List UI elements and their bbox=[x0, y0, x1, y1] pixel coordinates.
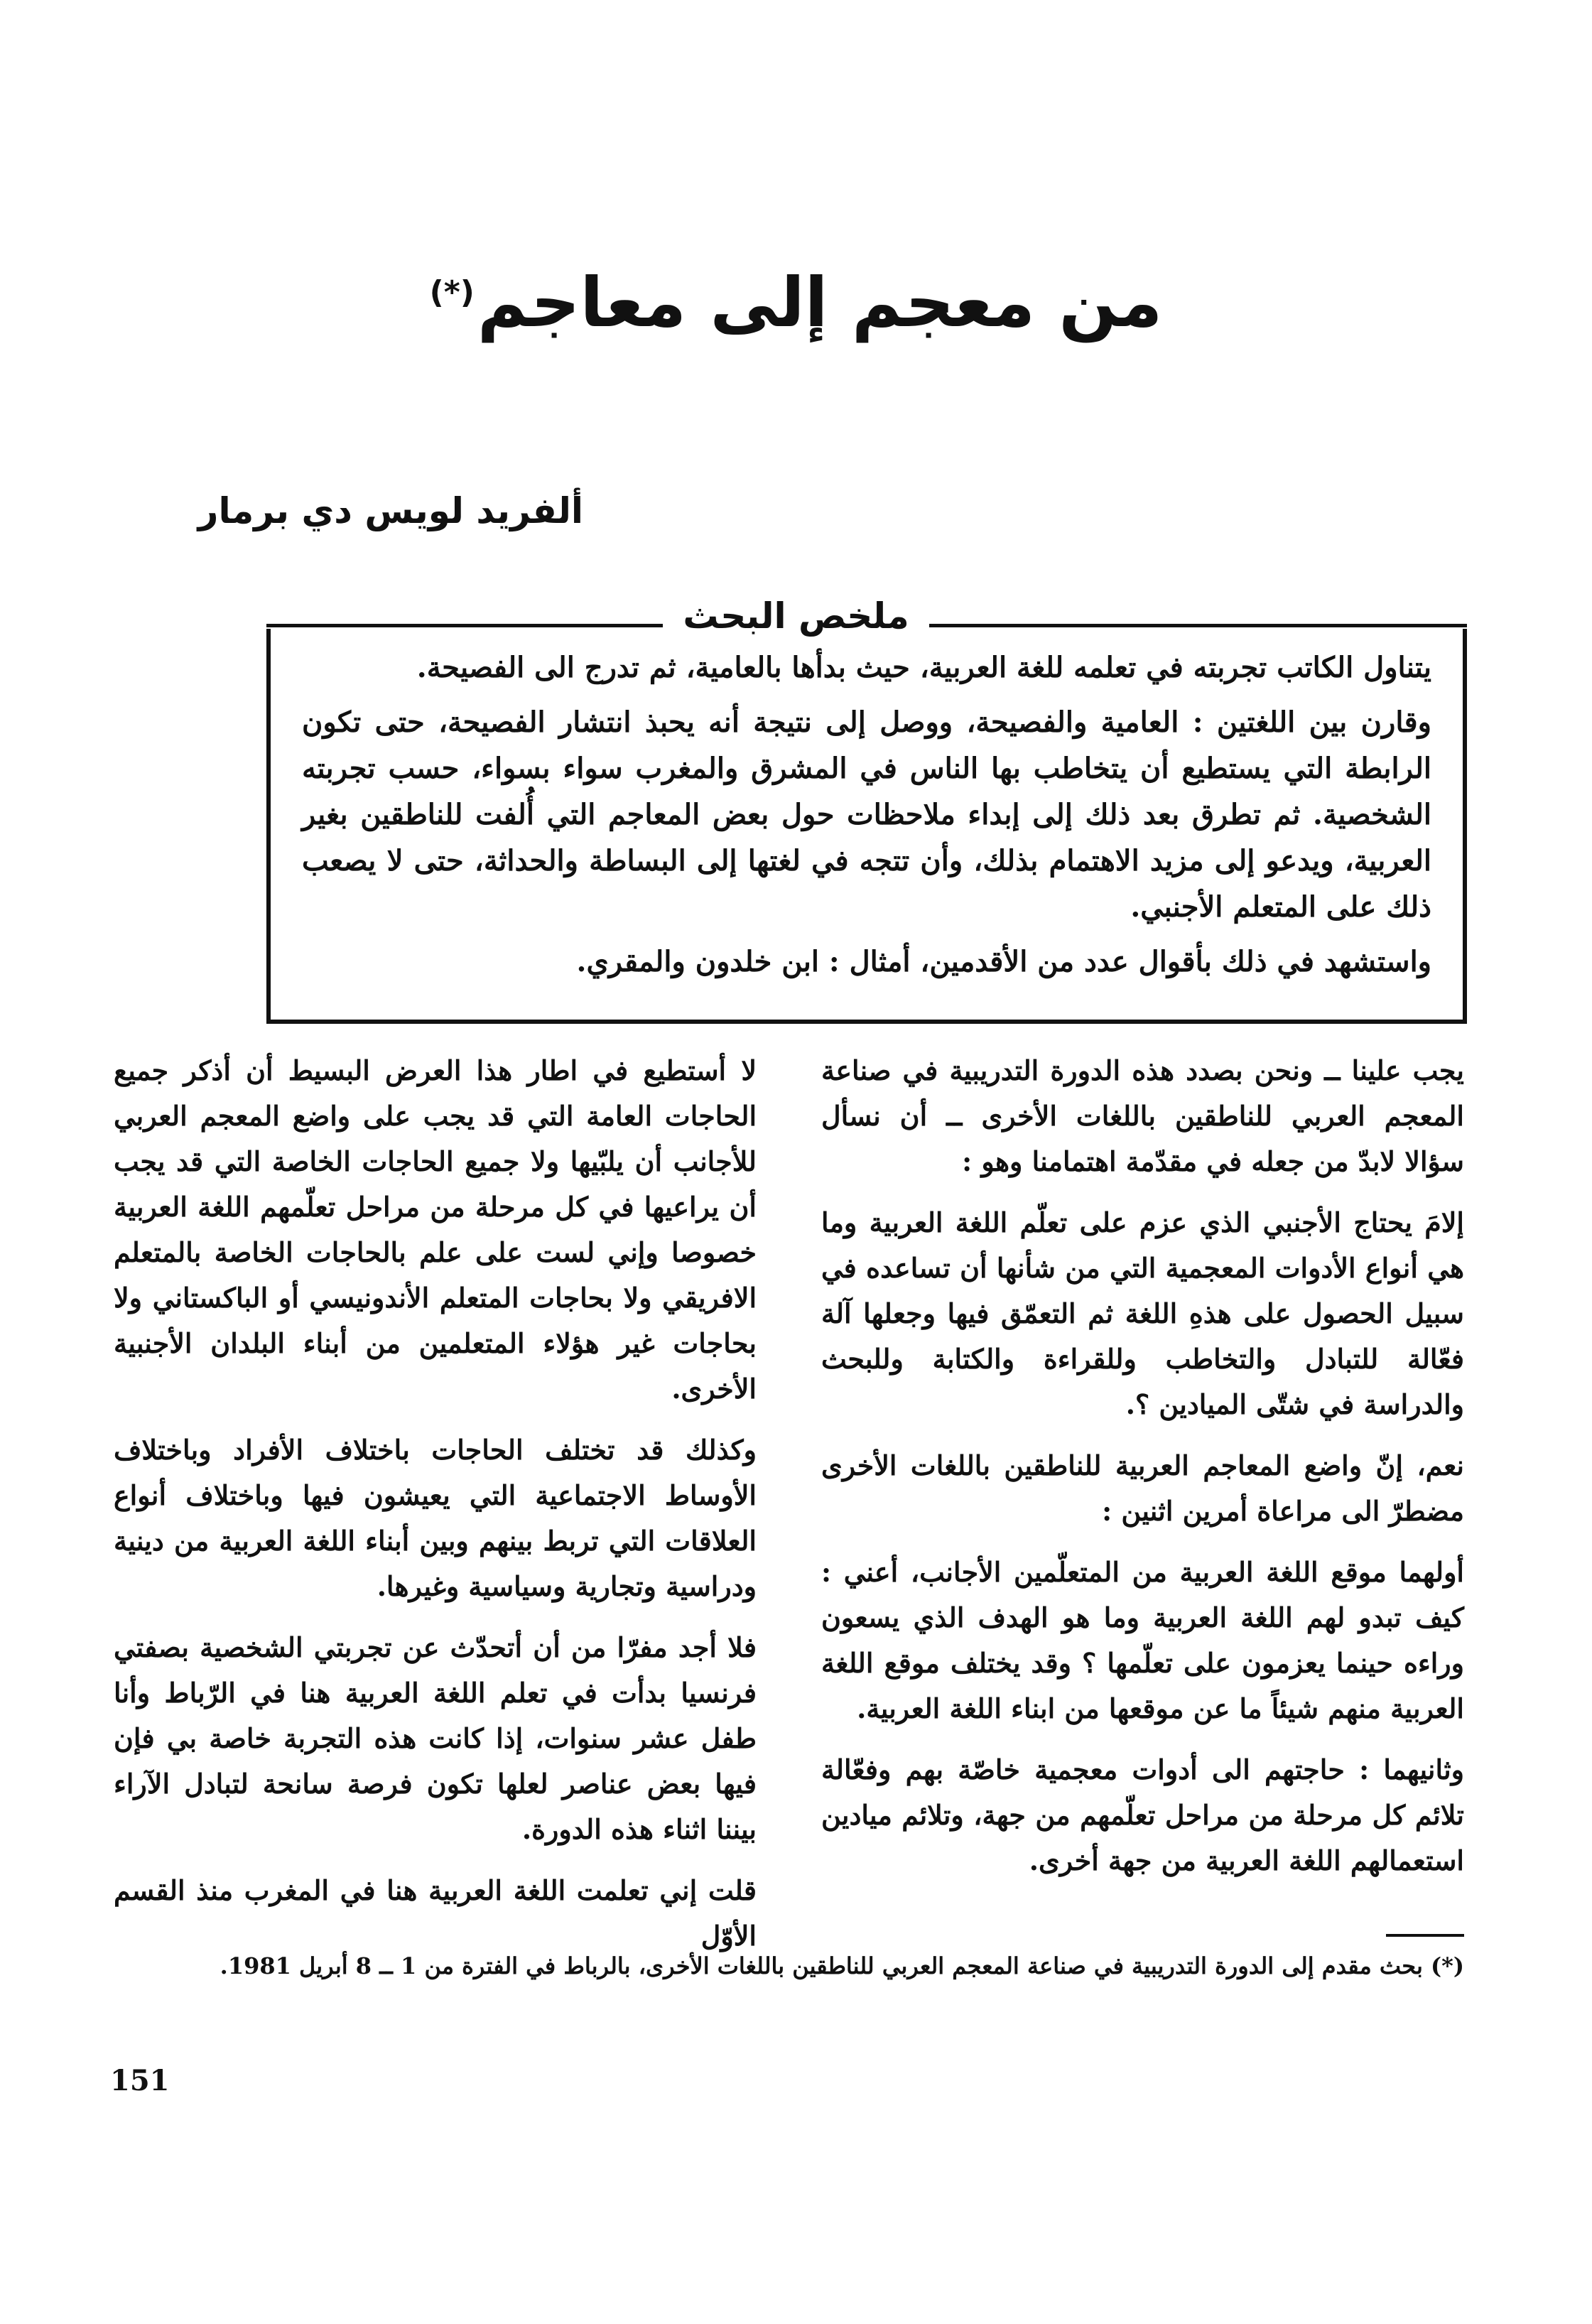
title-text: من معجم إلى معاجم bbox=[477, 263, 1163, 342]
left-column bbox=[114, 1048, 757, 1974]
body-paragraph: وكذلك قد تختلف الحاجات باختلاف الأفراد وباختلاف الأوساط الاجتماعية التي يعيشون فيها وباختلاف أنواع العلاقات التي تربط بينهم وبين أبناء اللغة العربية من دينية ودراسية وتجارية وسياسية وغيرها. bbox=[114, 1434, 757, 1602]
abstract-paragraph: واستشهد في ذلك بأقوال عدد من الأقدمين، أمثال : ابن خلدون والمقري. bbox=[576, 945, 1431, 978]
body-paragraph: إلامَ يحتاج الأجنبي الذي عزم على تعلّم اللغة العربية وما هي أنواع الأدوات المعجمية التي من شأنها أن تساعده في سبيل الحصول على هذهِ اللغة ثم التعمّق فيها وجعلها آلة فعّالة للتبادل والتخاطب وللقراءة والكتابة وللبحث والدراسة في شتّى الميادين ؟. bbox=[821, 1206, 1464, 1420]
body-paragraph: فلا أجد مفرّا من أن أتحدّث عن تجربتي الشخصية بصفتي فرنسيا بدأت في تعلم اللغة العربية هنا في الرّباط وأنا طفل عشر سنوات، إذا كانت هذه التجربة خاصة بي فإن فيها بعض عناصر لعلها تكون فرصة سانحة لتبادل الآراء بيننا اثناء هذه الدورة. bbox=[114, 1631, 757, 1845]
abstract-box bbox=[266, 629, 1467, 1024]
author-name: ألفريد لويس دي برمار bbox=[197, 490, 583, 531]
body-paragraph: وثانيهما : حاجتهم الى أدوات معجمية خاصّة بهم وفعّالة تلائم كل مرحلة من مراحل تعلّمهم من جهة، وتلائم ميادين استعمالهم اللغة العربية من جهة أخرى. bbox=[821, 1753, 1464, 1876]
body-paragraph: لا أستطيع في اطار هذا العرض البسيط أن أذكر جميع الحاجات العامة التي قد يجب على واضع المعجم العربي للأجانب أن يلبّيها ولا جميع الحاجات الخاصة التي قد يجب أن يراعيها في كل مرحلة من مراحل تعلّمهم اللغة العربية خصوصا وإني لست على علم بالحاجات الخاصة بالمتعلم الافريقي ولا بحاجات المتعلم الأندونيسي أو الباكستاني ولا بحاجات غير هؤلاء المتعلمين من أبناء البلدان الأجنبية الأخرى. bbox=[114, 1054, 757, 1405]
abstract-paragraph: يتناول الكاتب تجربته في تعلمه للغة العربية، حيث بدأها بالعامية، ثم تدرج الى الفصيحة. bbox=[416, 651, 1431, 684]
page-title bbox=[0, 263, 1592, 342]
body-paragraph: يجب علينا ــ ونحن بصدد هذه الدورة التدريبية في صناعة المعجم العربي للناطقين باللغات الأخرى ــ أن نسأل سؤالا لابدّ من جعله في مقدّمة اهتمامنا وهو : bbox=[821, 1054, 1464, 1177]
body-paragraph: نعم، إنّ واضع المعاجم العربية للناطقين باللغات الأخرى مضطرّ الى مراعاة أمرين اثنين : bbox=[821, 1449, 1464, 1527]
body-paragraph: أولهما موقع اللغة العربية من المتعلّمين الأجانب، أعني : كيف تبدو لهم اللغة العربية وما هو الهدف الذي يسعون وراءه حينما يعزمون على تعلّمها ؟ وقد يختلف موقع اللغة العربية منهم شيئاً ما عن موقعها من ابناء اللغة العربية. bbox=[821, 1556, 1464, 1724]
title-footnote-mark: (*) bbox=[429, 274, 475, 310]
abstract-paragraph: وقارن بين اللغتين : العامية والفصيحة، ووصل إلى نتيجة أنه يحبذ انتشار الفصيحة، حتى تكون الرابطة التي يستطيع أن يتخاطب بها الناس في المشرق والمغرب سواء بسواء، حسب تجربته الشخصية. ثم تطرق بعد ذلك إلى إبداء ملاحظات حول بعض المعاجم التي أُلفت للناطقين بغير العربية، ويدعو إلى مزيد الاهتمام بذلك، وأن تتجه في لغتها إلى البساطة والحداثة، حتى لا يصعب ذلك على المتعلم الأجنبي. bbox=[302, 706, 1431, 924]
footnote-rule bbox=[1386, 1934, 1464, 1937]
right-column bbox=[821, 1048, 1464, 1899]
body-paragraph: قلت إني تعلمت اللغة العربية هنا في المغرب منذ القسم الأوّل bbox=[114, 1874, 757, 1952]
page-number: 151 bbox=[110, 2064, 170, 2097]
footnote: (*) بحث مقدم إلى الدورة التدريبية في صناعة المعجم العربي للناطقين باللغات الأخرى، بالرباط في الفترة من 1 ــ 8 أبريل 1981. bbox=[220, 1952, 1464, 1979]
abstract-heading-text: ملخص البحث bbox=[663, 595, 928, 637]
